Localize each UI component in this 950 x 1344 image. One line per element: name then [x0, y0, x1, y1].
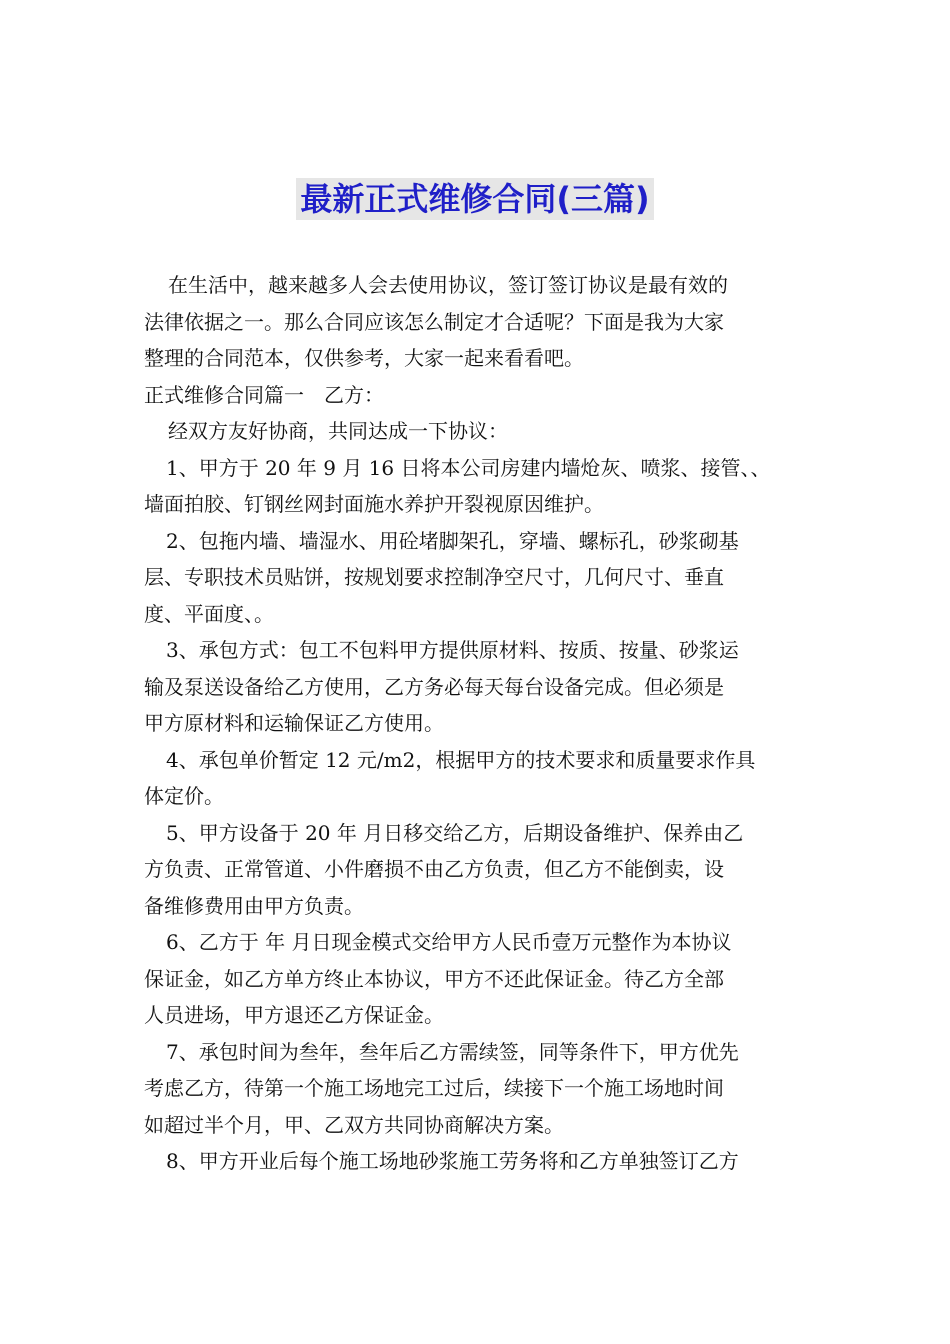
- body-line: 1、甲方于 20 年 9 月 16 日将本公司房建内墙炝灰、喷浆、接管、、: [166, 455, 771, 480]
- body-line: 整理的合同范本，仅供参考，大家一起来看看吧。: [144, 346, 584, 370]
- body-line: 在生活中，越来越多人会去使用协议，签订签订协议是最有效的: [168, 273, 728, 297]
- body-line: 8、甲方开业后每个施工场地砂浆施工劳务将和乙方单独签订乙方: [166, 1149, 739, 1173]
- title-container: [0, 178, 950, 220]
- body-line: 墙面拍胶、钉钢丝网封面施水养护开裂视原因维护。: [144, 492, 604, 516]
- body-line: 3、承包方式：包工不包料甲方提供原材料、按质、按量、砂浆运: [166, 638, 739, 662]
- body-line: 保证金，如乙方单方终止本协议，甲方不还此保证金。待乙方全部: [144, 966, 724, 991]
- body-line: 输及泵送设备给乙方使用，乙方务必每天每台设备完成。但必须是: [144, 674, 724, 699]
- body-line: 法律依据之一。那么合同应该怎么制定才合适呢？下面是我为大家: [144, 309, 724, 334]
- body-line: 方负责、正常管道、小件磨损不由乙方负责，但乙方不能倒卖，设: [144, 857, 724, 881]
- body-line: 体定价。: [144, 784, 224, 808]
- body-line: 备维修费用由甲方负责。: [144, 893, 364, 918]
- body-line: 5、甲方设备于 20 年 月日移交给乙方，后期设备维护、保养由乙: [166, 820, 744, 845]
- body-line: 7、承包时间为叁年，叁年后乙方需续签，同等条件下，甲方优先: [166, 1039, 739, 1064]
- document-body: [144, 267, 808, 1180]
- body-line: 2、包拖内墙、墙湿水、用砼堵脚架孔，穿墙、螺标孔，砂浆砌基: [166, 528, 739, 553]
- body-line: 考虑乙方，待第一个施工场地完工过后，续接下一个施工场地时间: [144, 1076, 724, 1100]
- body-line: 正式维修合同篇一 乙方：: [144, 382, 384, 407]
- body-line: 甲方原材料和运输保证乙方使用。: [144, 711, 444, 735]
- body-line: 如超过半个月，甲、乙双方共同协商解决方案。: [144, 1112, 564, 1137]
- body-line: 6、乙方于 年 月日现金模式交给甲方人民币壹万元整作为本协议: [166, 930, 732, 954]
- body-line: 4、承包单价暂定 12 元/m2，根据甲方的技术要求和质量要求作具: [166, 747, 756, 772]
- body-line: 层、专职技术员贴饼，按规划要求控制净空尺寸，几何尺寸、垂直: [144, 565, 724, 589]
- document-title: 最新正式维修合同(三篇): [296, 178, 653, 220]
- body-line: 人员进场，甲方退还乙方保证金。: [144, 1003, 444, 1027]
- body-line: 度、平面度、。: [144, 601, 274, 626]
- body-line: 经双方友好协商，共同达成一下协议：: [168, 419, 508, 443]
